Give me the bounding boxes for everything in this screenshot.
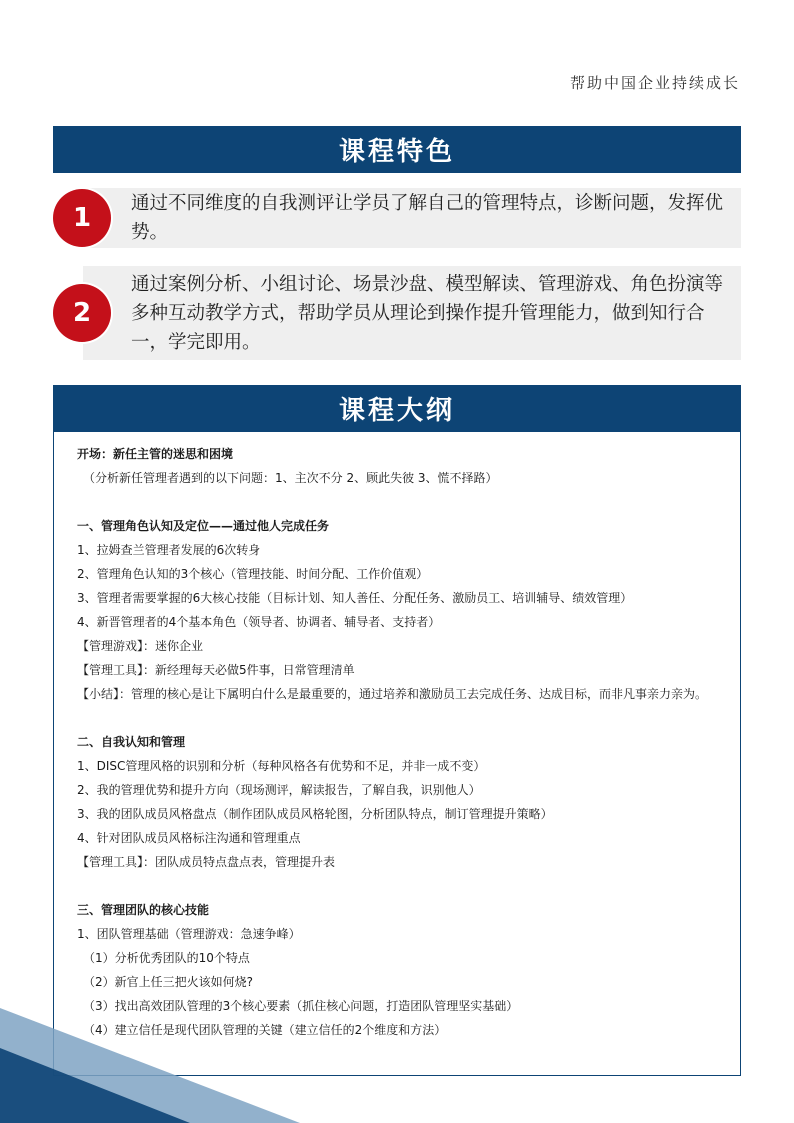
outline-spacer [77,706,737,730]
outline-line: 2、我的管理优势和提升方向（现场测评，解读报告，了解自我，识别他人） [77,783,481,797]
outline-line: （4）建立信任是现代团队管理的关键（建立信任的2个维度和方法） [83,1023,447,1037]
feature-number-2-badge: 2 [53,284,111,342]
outline-line: 2、管理角色认知的3个核心（管理技能、时间分配、工作价值观） [77,567,429,581]
feature-number-1-badge: 1 [53,189,111,247]
feature-item-1-text: 通过不同维度的自我测评让学员了解自己的管理特点，诊断问题，发挥优势。 [131,193,724,243]
feature-item-2 [83,266,741,360]
feature-item-2-text: 通过案例分析、小组讨论、场景沙盘、模型解读、管理游戏、角色扮演等多种互动教学方式，帮助学员从理论到操作提升管理能力，做到知行合一，学完即用。 [131,273,724,353]
outline-part-1-heading: 一、管理角色认知及定位——通过他人完成任务 [77,519,330,533]
outline-part-2-heading: 二、自我认知和管理 [77,735,186,749]
outline-spacer [77,874,737,898]
outline-line: 【管理工具】：团队成员特点盘点表，管理提升表 [77,855,336,869]
outline-line: 3、我的团队成员风格盘点（制作团队成员风格轮图，分析团队特点，制订管理提升策略） [77,807,553,821]
outline-spacer [77,490,737,514]
outline-line: 1、拉姆查兰管理者发展的6次转身 [77,543,261,557]
outline-line: 【管理游戏】：迷你企业 [77,639,204,653]
features-section-title: 课程特色 [53,126,741,173]
outline-line: 1、DISC管理风格的识别和分析（每种风格各有优势和不足，并非一成不变） [77,759,486,773]
outline-opening-heading: 开场：新任主管的迷思和困境 [77,447,234,461]
outline-summary: 【小结】：管理的核心是让下属明白什么是最重要的，通过培养和激励员工去完成任务、达成目标，而非凡事亲力亲为。 [77,687,708,701]
feature-item-1 [83,188,741,248]
outline-line: （1）分析优秀团队的10个特点 [83,951,250,965]
outline-line: 4、针对团队成员风格标注沟通和管理重点 [77,831,301,845]
page-tagline: 帮助中国企业持续成长 [569,74,740,92]
outline-section-title: 课程大纲 [53,385,741,432]
outline-line: 【管理工具】：新经理每天必做5件事，日常管理清单 [77,663,355,677]
outline-line: （2）新官上任三把火该如何烧? [83,975,254,989]
outline-line: （分析新任管理者遇到的以下问题：1、主次不分 2、顾此失彼 3、慌不择路） [83,471,498,485]
outline-line: 4、新晋管理者的4个基本角色（领导者、协调者、辅导者、支持者） [77,615,441,629]
outline-content [77,442,737,1042]
outline-line: （3）找出高效团队管理的3个核心要素（抓住核心问题，打造团队管理坚实基础） [83,999,519,1013]
outline-part-3-heading: 三、管理团队的核心技能 [77,903,210,917]
outline-line: 3、管理者需要掌握的6大核心技能（目标计划、知人善任、分配任务、激励员工、培训辅导、绩效管理） [77,591,633,605]
outline-line: 1、团队管理基础（管理游戏：急速争峰） [77,927,301,941]
